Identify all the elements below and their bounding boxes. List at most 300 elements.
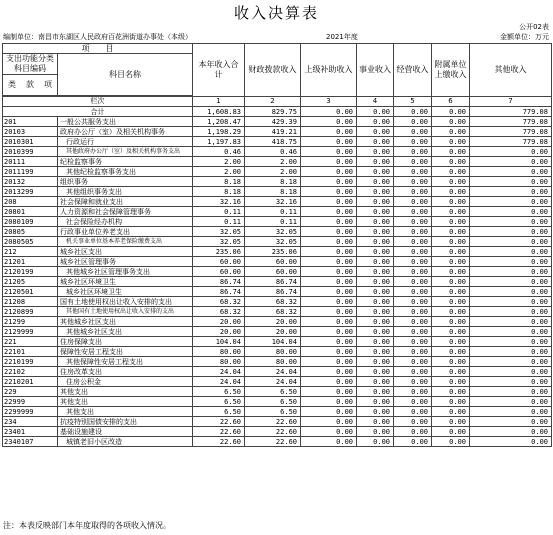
row-value-4: 0.00 (357, 287, 394, 297)
row-value-7: 0.00 (470, 437, 552, 447)
row-value-5: 0.00 (394, 237, 432, 247)
subject-name-header: 科目名称 (58, 54, 193, 96)
row-value-7: 0.00 (470, 377, 552, 387)
row-code: 23401 (3, 427, 58, 437)
row-value-2: 32.16 (245, 197, 301, 207)
row-value-2: 24.04 (245, 377, 301, 387)
row-value-4: 0.00 (357, 257, 394, 267)
row-value-4: 0.00 (357, 367, 394, 377)
col-num-2: 2 (245, 97, 301, 107)
row-code: 2013299 (3, 187, 58, 197)
table-row (3, 197, 552, 207)
row-value-7: 0.00 (470, 297, 552, 307)
xiang-header: 项 (44, 80, 52, 89)
row-value-5: 0.00 (394, 227, 432, 237)
row-value-7: 0.00 (470, 147, 552, 157)
row-code: 20805 (3, 227, 58, 237)
row-code: 2010301 (3, 137, 58, 147)
col-num-1: 1 (193, 97, 245, 107)
row-name: 行政事业单位养老支出 (58, 227, 193, 237)
row-value-3: 0.00 (301, 327, 357, 337)
kuan-header: 款 (26, 80, 34, 89)
row-value-7: 0.00 (470, 277, 552, 287)
row-value-2: 2.00 (245, 157, 301, 167)
row-value-7: 0.00 (470, 237, 552, 247)
table-row (3, 397, 552, 407)
row-value-3: 0.00 (301, 287, 357, 297)
row-value-6: 0.00 (432, 437, 470, 447)
col-header-4: 事业收入 (357, 44, 394, 97)
row-value-2: 86.74 (245, 277, 301, 287)
lanci-label: 栏次 (3, 97, 193, 107)
total-value-3: 0.00 (301, 107, 357, 117)
row-value-1: 32.16 (193, 197, 245, 207)
row-value-7: 0.00 (470, 407, 552, 417)
total-value-4: 0.00 (357, 107, 394, 117)
table-row (3, 437, 552, 447)
row-value-5: 0.00 (394, 267, 432, 277)
row-value-6: 0.00 (432, 407, 470, 417)
row-name: 行政运行 (58, 137, 193, 147)
total-row (3, 107, 552, 117)
row-value-4: 0.00 (357, 397, 394, 407)
row-value-3: 0.00 (301, 217, 357, 227)
row-code: 201 (3, 117, 58, 127)
row-code: 2120501 (3, 287, 58, 297)
col-header-5: 经营收入 (394, 44, 432, 97)
row-value-1: 1,208.47 (193, 117, 245, 127)
row-code: 22101 (3, 347, 58, 357)
table-row (3, 227, 552, 237)
row-name: 一般公共服务支出 (58, 117, 193, 127)
row-value-4: 0.00 (357, 157, 394, 167)
table-row (3, 267, 552, 277)
row-name: 其他政府办公厅（室）及相关机构事务支出 (58, 147, 193, 157)
row-value-4: 0.00 (357, 147, 394, 157)
row-code: 212 (3, 247, 58, 257)
row-value-3: 0.00 (301, 277, 357, 287)
row-value-5: 0.00 (394, 367, 432, 377)
row-value-7: 779.08 (470, 117, 552, 127)
row-value-3: 0.00 (301, 117, 357, 127)
row-name: 其他保障性安居工程支出 (58, 357, 193, 367)
table-row (3, 217, 552, 227)
row-value-4: 0.00 (357, 347, 394, 357)
row-value-2: 24.04 (245, 367, 301, 377)
row-value-1: 22.60 (193, 427, 245, 437)
row-value-6: 0.00 (432, 347, 470, 357)
row-value-1: 24.04 (193, 377, 245, 387)
row-name: 组织事务 (58, 177, 193, 187)
row-value-1: 60.00 (193, 257, 245, 267)
row-value-2: 235.06 (245, 247, 301, 257)
row-value-3: 0.00 (301, 187, 357, 197)
row-value-7: 0.00 (470, 337, 552, 347)
row-value-7: 0.00 (470, 367, 552, 377)
col-header-1: 本年收入合计 (193, 44, 245, 97)
row-value-3: 0.00 (301, 307, 357, 317)
total-value-5: 0.00 (394, 107, 432, 117)
row-value-6: 0.00 (432, 297, 470, 307)
row-value-3: 0.00 (301, 167, 357, 177)
table-row (3, 347, 552, 357)
row-code: 2120899 (3, 307, 58, 317)
row-name: 机关事业单位基本养老保险缴费支出 (58, 237, 193, 247)
row-value-1: 104.04 (193, 337, 245, 347)
row-value-2: 6.50 (245, 407, 301, 417)
row-code: 2080505 (3, 237, 58, 247)
row-code: 22102 (3, 367, 58, 377)
row-code: 2080109 (3, 217, 58, 227)
row-value-6: 0.00 (432, 387, 470, 397)
row-value-4: 0.00 (357, 387, 394, 397)
row-value-3: 0.00 (301, 407, 357, 417)
row-value-5: 0.00 (394, 317, 432, 327)
row-value-1: 80.00 (193, 357, 245, 367)
row-value-6: 0.00 (432, 417, 470, 427)
row-value-5: 0.00 (394, 337, 432, 347)
row-code: 229 (3, 387, 58, 397)
row-value-7: 0.00 (470, 347, 552, 357)
table-row (3, 357, 552, 367)
row-value-4: 0.00 (357, 307, 394, 317)
row-value-3: 0.00 (301, 267, 357, 277)
col-header-2: 财政拨款收入 (245, 44, 301, 97)
row-value-1: 86.74 (193, 287, 245, 297)
table-row (3, 287, 552, 297)
row-value-4: 0.00 (357, 267, 394, 277)
row-value-1: 1,197.83 (193, 137, 245, 147)
row-value-1: 0.11 (193, 217, 245, 227)
row-name: 其他纪检监察事务支出 (58, 167, 193, 177)
col-num-4: 4 (357, 97, 394, 107)
row-code: 20111 (3, 157, 58, 167)
row-value-4: 0.00 (357, 427, 394, 437)
row-value-6: 0.00 (432, 207, 470, 217)
income-table-body (3, 107, 552, 447)
row-value-6: 0.00 (432, 127, 470, 137)
row-value-1: 68.32 (193, 297, 245, 307)
row-name: 其他城乡社区支出 (58, 317, 193, 327)
row-value-1: 24.04 (193, 367, 245, 377)
row-value-7: 0.00 (470, 397, 552, 407)
table-row (3, 177, 552, 187)
row-value-3: 0.00 (301, 377, 357, 387)
amount-unit: 金额单位：万元 (500, 33, 549, 41)
total-label: 合计 (3, 107, 193, 117)
row-value-3: 0.00 (301, 127, 357, 137)
row-value-6: 0.00 (432, 167, 470, 177)
row-value-4: 0.00 (357, 407, 394, 417)
row-value-6: 0.00 (432, 177, 470, 187)
row-value-5: 0.00 (394, 187, 432, 197)
row-value-5: 0.00 (394, 397, 432, 407)
row-code: 21299 (3, 317, 58, 327)
row-value-2: 8.18 (245, 187, 301, 197)
col-num-3: 3 (301, 97, 357, 107)
row-value-6: 0.00 (432, 147, 470, 157)
row-name: 纪检监察事务 (58, 157, 193, 167)
row-value-5: 0.00 (394, 377, 432, 387)
row-value-6: 0.00 (432, 307, 470, 317)
row-value-7: 0.00 (470, 157, 552, 167)
row-value-4: 0.00 (357, 207, 394, 217)
table-row (3, 147, 552, 157)
row-value-5: 0.00 (394, 137, 432, 147)
row-code: 20801 (3, 207, 58, 217)
row-value-1: 22.60 (193, 437, 245, 447)
row-value-6: 0.00 (432, 337, 470, 347)
row-value-2: 0.11 (245, 217, 301, 227)
row-value-2: 20.00 (245, 317, 301, 327)
row-value-6: 0.00 (432, 187, 470, 197)
row-value-2: 418.75 (245, 137, 301, 147)
row-value-1: 2.00 (193, 167, 245, 177)
row-value-2: 68.32 (245, 297, 301, 307)
header-project-row (3, 44, 552, 54)
row-value-4: 0.00 (357, 337, 394, 347)
row-value-4: 0.00 (357, 137, 394, 147)
row-code: 2210199 (3, 357, 58, 367)
row-value-3: 0.00 (301, 207, 357, 217)
row-value-4: 0.00 (357, 117, 394, 127)
row-value-5: 0.00 (394, 157, 432, 167)
row-value-3: 0.00 (301, 227, 357, 237)
row-value-7: 779.08 (470, 137, 552, 147)
row-value-1: 80.00 (193, 347, 245, 357)
row-name: 基础设施建设 (58, 427, 193, 437)
row-value-6: 0.00 (432, 117, 470, 127)
row-value-4: 0.00 (357, 297, 394, 307)
row-value-5: 0.00 (394, 207, 432, 217)
row-value-7: 0.00 (470, 247, 552, 257)
row-value-2: 22.60 (245, 417, 301, 427)
row-code: 21205 (3, 277, 58, 287)
row-value-5: 0.00 (394, 407, 432, 417)
row-value-5: 0.00 (394, 147, 432, 157)
row-value-4: 0.00 (357, 217, 394, 227)
level-header (3, 75, 58, 96)
row-value-5: 0.00 (394, 357, 432, 367)
row-value-7: 0.00 (470, 257, 552, 267)
row-value-3: 0.00 (301, 337, 357, 347)
row-value-5: 0.00 (394, 197, 432, 207)
table-row (3, 297, 552, 307)
row-name: 住房改革支出 (58, 367, 193, 377)
row-value-7: 0.00 (470, 167, 552, 177)
row-value-6: 0.00 (432, 377, 470, 387)
row-code: 20132 (3, 177, 58, 187)
row-value-4: 0.00 (357, 377, 394, 387)
row-name: 其他城乡社区支出 (58, 327, 193, 337)
row-name: 其他组织事务支出 (58, 187, 193, 197)
row-value-6: 0.00 (432, 157, 470, 167)
table-row (3, 207, 552, 217)
income-table (2, 43, 552, 447)
row-value-2: 6.50 (245, 387, 301, 397)
report-meta-row (0, 32, 553, 42)
table-row (3, 137, 552, 147)
row-value-3: 0.00 (301, 197, 357, 207)
row-value-2: 60.00 (245, 267, 301, 277)
row-value-4: 0.00 (357, 177, 394, 187)
table-row (3, 377, 552, 387)
table-row (3, 417, 552, 427)
row-name: 其他城乡社区管理事务支出 (58, 267, 193, 277)
row-value-5: 0.00 (394, 277, 432, 287)
table-row (3, 237, 552, 247)
row-value-2: 80.00 (245, 357, 301, 367)
row-value-3: 0.00 (301, 247, 357, 257)
row-value-1: 86.74 (193, 277, 245, 287)
row-value-2: 20.00 (245, 327, 301, 337)
row-value-3: 0.00 (301, 347, 357, 357)
row-value-4: 0.00 (357, 227, 394, 237)
row-value-1: 20.00 (193, 327, 245, 337)
row-value-6: 0.00 (432, 327, 470, 337)
row-value-1: 6.50 (193, 397, 245, 407)
row-value-6: 0.00 (432, 267, 470, 277)
row-value-7: 0.00 (470, 287, 552, 297)
row-value-1: 1,198.29 (193, 127, 245, 137)
row-value-7: 0.00 (470, 417, 552, 427)
row-value-7: 0.00 (470, 177, 552, 187)
row-code: 208 (3, 197, 58, 207)
row-value-6: 0.00 (432, 357, 470, 367)
row-value-7: 0.00 (470, 227, 552, 237)
row-code: 2210201 (3, 377, 58, 387)
row-value-5: 0.00 (394, 117, 432, 127)
row-name: 其他支出 (58, 407, 193, 417)
total-value-2: 829.75 (245, 107, 301, 117)
row-name: 其他支出 (58, 387, 193, 397)
row-value-6: 0.00 (432, 367, 470, 377)
row-value-6: 0.00 (432, 287, 470, 297)
row-value-6: 0.00 (432, 197, 470, 207)
row-value-7: 0.00 (470, 307, 552, 317)
row-code: 221 (3, 337, 58, 347)
row-value-5: 0.00 (394, 127, 432, 137)
row-value-5: 0.00 (394, 247, 432, 257)
row-code: 2011199 (3, 167, 58, 177)
row-name: 城乡社区环境卫生 (58, 287, 193, 297)
row-value-7: 0.00 (470, 327, 552, 337)
row-value-3: 0.00 (301, 147, 357, 157)
row-value-5: 0.00 (394, 437, 432, 447)
row-value-5: 0.00 (394, 217, 432, 227)
func-code-header: 支出功能分类科目编码 (3, 54, 58, 75)
row-value-5: 0.00 (394, 167, 432, 177)
row-value-3: 0.00 (301, 397, 357, 407)
row-value-6: 0.00 (432, 277, 470, 287)
project-header: 项 目 (3, 44, 193, 54)
col-header-6: 附属单位上缴收入 (432, 44, 470, 97)
row-value-4: 0.00 (357, 167, 394, 177)
col-num-6: 6 (432, 97, 470, 107)
row-value-1: 68.32 (193, 307, 245, 317)
row-value-2: 68.32 (245, 307, 301, 317)
row-value-2: 32.05 (245, 227, 301, 237)
row-value-4: 0.00 (357, 277, 394, 287)
row-value-5: 0.00 (394, 257, 432, 267)
col-num-5: 5 (394, 97, 432, 107)
row-value-1: 60.00 (193, 267, 245, 277)
table-row (3, 167, 552, 177)
row-code: 234 (3, 417, 58, 427)
total-value-6: 0.00 (432, 107, 470, 117)
row-name: 人力资源和社会保障管理事务 (58, 207, 193, 217)
row-value-3: 0.00 (301, 427, 357, 437)
row-code: 2120199 (3, 267, 58, 277)
col-num-7: 7 (470, 97, 552, 107)
row-code: 2129999 (3, 327, 58, 337)
row-value-4: 0.00 (357, 317, 394, 327)
row-value-2: 32.05 (245, 237, 301, 247)
row-value-2: 2.00 (245, 167, 301, 177)
table-row (3, 337, 552, 347)
row-value-3: 0.00 (301, 357, 357, 367)
row-value-3: 0.00 (301, 257, 357, 267)
col-header-7: 其他收入 (470, 44, 552, 97)
row-value-2: 0.46 (245, 147, 301, 157)
row-value-2: 8.18 (245, 177, 301, 187)
table-row (3, 127, 552, 137)
row-code: 2340107 (3, 437, 58, 447)
row-value-1: 235.06 (193, 247, 245, 257)
reporting-unit: 编制单位：南昌市东湖区人民政府百花洲街道办事处（本级） (3, 33, 192, 41)
row-value-6: 0.00 (432, 397, 470, 407)
row-name: 城乡社区管理事务 (58, 257, 193, 267)
row-value-6: 0.00 (432, 257, 470, 267)
row-value-3: 0.00 (301, 157, 357, 167)
table-row (3, 367, 552, 377)
row-code: 20103 (3, 127, 58, 137)
row-value-5: 0.00 (394, 387, 432, 397)
total-value-1: 1,608.83 (193, 107, 245, 117)
row-value-1: 20.00 (193, 317, 245, 327)
row-value-4: 0.00 (357, 187, 394, 197)
row-name: 其他支出 (58, 397, 193, 407)
row-value-4: 0.00 (357, 327, 394, 337)
table-row (3, 307, 552, 317)
row-value-6: 0.00 (432, 137, 470, 147)
table-row (3, 407, 552, 417)
row-value-5: 0.00 (394, 297, 432, 307)
row-value-4: 0.00 (357, 417, 394, 427)
row-value-7: 0.00 (470, 267, 552, 277)
row-name: 住房保障支出 (58, 337, 193, 347)
row-name: 社会保险经办机构 (58, 217, 193, 227)
row-value-3: 0.00 (301, 437, 357, 447)
row-value-1: 6.50 (193, 387, 245, 397)
row-value-7: 0.00 (470, 387, 552, 397)
row-value-6: 0.00 (432, 317, 470, 327)
row-value-2: 60.00 (245, 257, 301, 267)
row-value-1: 8.18 (193, 177, 245, 187)
row-value-3: 0.00 (301, 387, 357, 397)
row-code: 2010399 (3, 147, 58, 157)
row-value-6: 0.00 (432, 427, 470, 437)
row-value-5: 0.00 (394, 177, 432, 187)
row-name: 国有土地使用权出让收入安排的支出 (58, 297, 193, 307)
row-value-1: 0.11 (193, 207, 245, 217)
row-value-1: 32.05 (193, 237, 245, 247)
row-value-7: 779.08 (470, 127, 552, 137)
row-value-1: 0.46 (193, 147, 245, 157)
row-value-5: 0.00 (394, 287, 432, 297)
row-value-4: 0.00 (357, 197, 394, 207)
form-code: 公开02表 (519, 23, 549, 31)
